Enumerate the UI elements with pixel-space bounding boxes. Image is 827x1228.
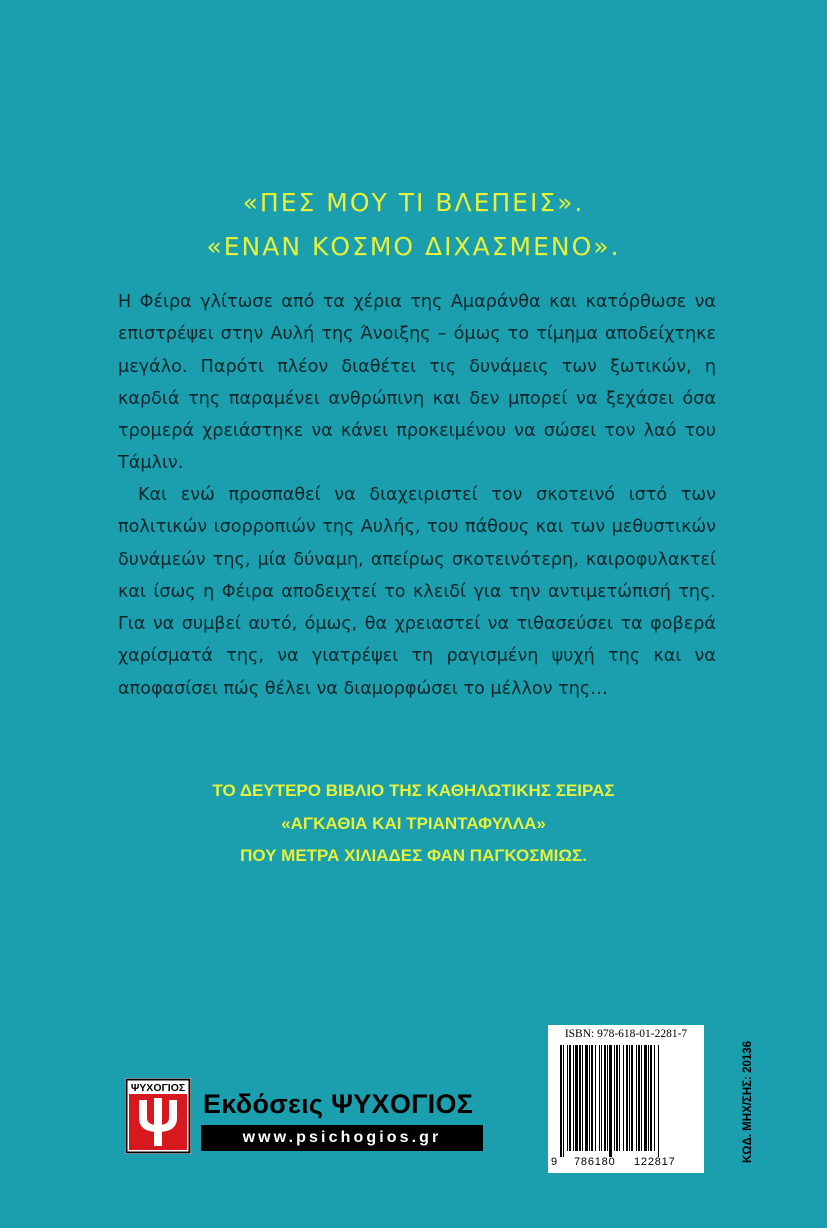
blurb-paragraph-1: Η Φέιρα γλίτωσε από τα χέρια της Αμαράνθα και κατόρθωσε να επιστρέψει στην Αυλή της Άνοιξης – όμως το τίμημα αποδείχτηκε μεγάλο. Παρότι πλέον διαθέτει τις δυνάμεις των ξωτικών, η καρδιά της παραμένει ανθρώπινη και δεν μπορεί να ξεχάσει όσα τρομερά χρειάστηκε να κάνει προκειμένου να σώσει τον λαό του Τάμλιν. — [118, 292, 716, 474]
logo-text: ΨΥΧΟΓΙΟΣ — [130, 1082, 186, 1094]
blurb-paragraph-2: Και ενώ προσπαθεί να διαχειριστεί τον σκοτεινό ιστό των πολιτικών ισορροπιών της Αυλής, του πάθους και των μεθυστικών δυνάμεών της, μία δύναμη, απείρως σκοτεινότερη, καιροφυλακτεί και ίσως η Φέιρα αποδειχτεί το κλειδί για την αντιμετώπισή της. Για να συμβεί αυτό, όμως, θα χρειαστεί να τιθασεύσει τα φοβερά χαρίσματά της, να γιατρέψει τη ραγισμένη ψυχή της και να αποφασίσει πώς θέλει να διαμορφώσει το μέλλον της… — [118, 485, 716, 699]
publisher-url[interactable]: www.psichogios.gr — [201, 1125, 483, 1151]
product-code: ΚΩΔ. ΜΗΧ/ΣΗΣ: 20136 — [742, 1040, 754, 1163]
barcode-digits-right: 122817 — [634, 1156, 676, 1168]
publisher-block — [125, 1078, 495, 1158]
tagline-line-2: «ΑΓΚΑΘΙΑ ΚΑΙ ΤΡΙΑΝΤΑΦΥΛΛΑ» — [281, 813, 546, 833]
tagline — [0, 775, 827, 873]
publisher-logo — [125, 1078, 191, 1154]
publisher-name: Εκδόσεις ΨΥΧΟΓΙΟΣ — [203, 1089, 474, 1119]
isbn-number: ISBN: 978-618-01-2281-7 — [564, 1028, 688, 1040]
barcode-box — [548, 1025, 704, 1173]
headline-line-2: «ΕΝΑΝ ΚΟΣΜΟ ΔΙΧΑΣΜΕΝΟ». — [206, 232, 621, 261]
tagline-line-3: ΠΟΥ ΜΕΤΡΑ ΧΙΛΙΑΔΕΣ ΦΑΝ ΠΑΓΚΟΣΜΙΩΣ. — [240, 846, 587, 865]
headline-line-1: «ΠΕΣ ΜΟΥ ΤΙ ΒΛΕΠΕΙΣ». — [242, 188, 585, 217]
barcode — [556, 1045, 696, 1157]
tagline-line-1: ΤΟ ΔΕΥΤΕΡΟ ΒΙΒΛΙΟ ΤΗΣ ΚΑΘΗΛΩΤΙΚΗΣ ΣΕΙΡΑΣ — [212, 781, 615, 800]
barcode-digits-left: 786180 — [574, 1156, 616, 1168]
barcode-digit-first: 9 — [551, 1156, 558, 1168]
